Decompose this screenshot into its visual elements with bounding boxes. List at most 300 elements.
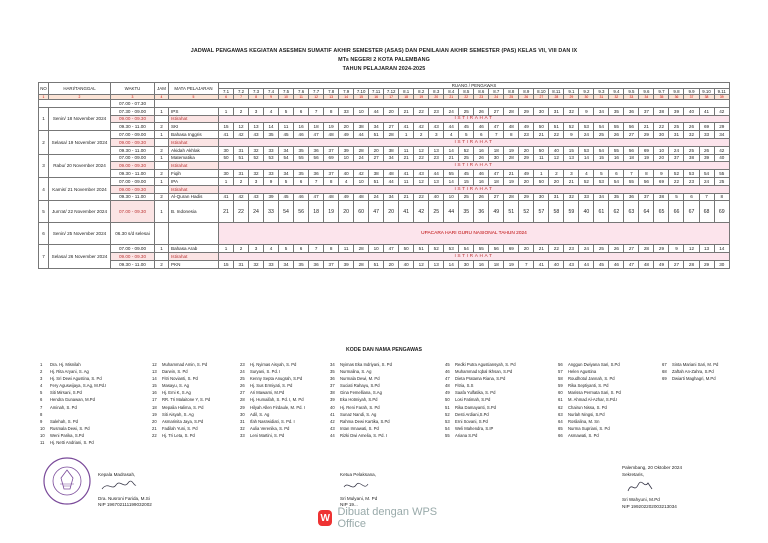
schedule-row [39,170,730,178]
supervisor-code-cell: 20 [384,107,399,115]
time-cell: 07.00 - 09.30 [111,201,155,223]
supervisor-code-cell: 9 [579,107,594,115]
column-number: 16 [369,95,384,100]
supervisor-code-cell: 4 [444,131,459,139]
day-date: Jum'at/ 22 November 2024 [49,201,111,223]
supervisor-name: Roudhotul Jannah, S. Pd [568,376,615,382]
supervisor-code-cell: 16 [294,123,309,131]
room-label: 9.2 [579,89,594,95]
supervisor-code-cell: 1 [534,170,549,178]
legend-entry [40,439,160,446]
supervisor-code: 24 [240,369,245,375]
supervisor-code-cell: 51 [369,131,384,139]
supervisor-code: 45 [445,362,450,367]
column-number: 15 [354,95,369,100]
supervisor-code-cell: 8 [324,245,339,253]
column-number: 17 [384,95,399,100]
supervisor-code-cell: 13 [429,260,444,268]
column-number: 25 [504,95,519,100]
supervisor-code-cell: 38 [384,146,399,154]
supervisor-name: Sunaz Nandi, S. Ag [340,411,377,417]
day-date: Senin/ 25 November 2024 [49,223,111,245]
supervisor-code-cell: 52 [519,201,534,223]
column-number: 26 [519,95,534,100]
header-subject: MATA PELAJARAN [169,83,219,95]
supervisor-code-cell: 56 [309,154,324,162]
supervisor-name: Nyimas Eka Indriyani, S. Pd [340,362,392,367]
room-label: 7.9 [339,89,354,95]
supervisor-code-cell: 46 [294,193,309,201]
supervisor-code-cell: 33 [264,170,279,178]
sig-center-name: Sri Mulyani, M. Pd [340,495,378,501]
sig-center-role: Ketua Pelaksana, [340,472,377,477]
supervisor-code-cell: 28 [504,193,519,201]
legend-entry [445,432,565,439]
subject-cell: Istirahat [169,162,219,170]
supervisor-name: Hendra Gunawan, M.Pd [50,397,95,403]
supervisor-code: 30 [240,411,245,417]
supervisor-code-cell: 19 [639,154,654,162]
supervisor-name: Chairun Nissa, S. Pd [568,404,607,410]
column-number: 24 [489,95,504,100]
supervisor-code-cell: 20 [519,146,534,154]
supervisor-code-cell: 54 [279,201,294,223]
supervisor-code-cell: 2 [549,170,564,178]
supervisor-code-cell: 10 [444,193,459,201]
supervisor-code-cell: 22 [414,193,429,201]
column-number: 20 [429,95,444,100]
sig-right-name: Sri Wahyuni, M.Pd [622,497,660,503]
supervisor-code-cell: 1 [219,177,234,185]
supervisor-code-cell: 51 [369,177,384,185]
supervisor-code-cell: 18 [489,146,504,154]
column-number: 11 [294,95,309,100]
supervisor-code-cell: 34 [279,146,294,154]
supervisor-code: 43 [330,425,335,431]
column-number: 5 [169,95,219,100]
supervisor-name: Fitri Novianti, S. Pd [162,376,198,382]
jam-cell: 2 [155,170,169,178]
supervisor-name: Fery Aguswijaya, S.Ag, M.Pd.I [50,383,107,389]
room-label: 9.10 [699,89,714,95]
supervisor-code-cell: 27 [489,107,504,115]
column-number: 32 [609,95,624,100]
supervisor-name: Suryani, S. Pd. I [250,369,281,375]
room-label: 9.9 [684,89,699,95]
supervisor-code-cell: 14 [444,146,459,154]
supervisor-code-cell: 21 [564,177,579,185]
column-number: 10 [279,95,294,100]
supervisor-name: RR. Tri Malaitone Y, S. Pd [162,397,211,403]
supervisor-code: 10 [40,425,45,431]
supervisor-code-cell: 2 [234,107,249,115]
supervisor-code: 53 [445,418,450,424]
supervisor-code-cell: 8 [639,170,654,178]
supervisor-code-cell: 41 [399,201,414,223]
subject-cell: Bahasa Arab [169,245,219,253]
supervisor-code-cell: 21 [219,201,234,223]
day-number: 6 [39,223,49,245]
supervisor-code-cell: 65 [654,201,669,223]
supervisor-code-cell: 26 [699,146,714,154]
legend-entry [40,404,160,411]
supervisor-code-cell: 47 [369,201,384,223]
jam-cell: 2 [155,260,169,268]
column-number: 8 [249,95,264,100]
legend-entry [40,396,160,403]
supervisor-code-cell: 26 [609,245,624,253]
day-date: Selasa/ 26 November 2024 [49,245,111,268]
supervisor-code-cell: 49 [654,260,669,268]
supervisor-code-cell: 25 [459,193,474,201]
break-banner: ISTIRAHAT [219,185,730,193]
supervisor-code-cell: 13 [249,123,264,131]
legend-column [445,361,565,439]
supervisor-code-cell: 20 [339,123,354,131]
supervisor-code-cell: 18 [309,123,324,131]
supervisor-code-cell: 53 [579,123,594,131]
supervisor-code-cell: 11 [339,245,354,253]
break-banner: ISTIRAHAT [219,138,730,146]
supervisor-code-cell: 37 [324,170,339,178]
supervisor-code-cell: 24 [369,193,384,201]
legend-column [40,361,160,446]
supervisor-code-cell: 31 [669,131,684,139]
supervisor-code-cell: 36 [624,193,639,201]
column-number: 13 [324,95,339,100]
room-label: 7.8 [324,89,339,95]
supervisor-name: Kenny Septa Anugrah, S.Pd [250,376,303,382]
column-number: 9 [264,95,279,100]
legend-entry [445,396,565,403]
supervisor-code-cell: 35 [459,201,474,223]
supervisor-code-cell: 27 [489,193,504,201]
supervisor-name: Rika Septiyanti, S. Pd [568,383,609,389]
column-number: 19 [414,95,429,100]
supervisor-code-cell: 26 [609,131,624,139]
supervisor-code-cell: 3 [564,170,579,178]
legend-column [662,361,768,382]
jam-cell: 2 [155,123,169,131]
time-cell: 07.00 - 09.00 [111,154,155,162]
supervisor-code-cell: 30 [534,107,549,115]
jam-cell: 2 [155,146,169,154]
supervisor-code-cell: 44 [384,177,399,185]
time-cell: 09.30 - 11.00 [111,170,155,178]
room-label: 8.8 [504,89,519,95]
supervisor-name: Adil, S. Ag [250,411,270,417]
supervisor-code-cell: 22 [414,107,429,115]
supervisor-code-cell: 42 [414,123,429,131]
subject-cell: PKN [169,260,219,268]
supervisor-code-cell: 3 [249,245,264,253]
subject-cell: Istirahat [169,185,219,193]
column-number: 29 [564,95,579,100]
room-label: 9.7 [654,89,669,95]
supervisor-code: 2 [40,369,43,375]
supervisor-code-cell: 41 [219,193,234,201]
supervisor-code-cell: 42 [234,131,249,139]
legend-entry [662,361,768,368]
supervisor-name: Helen Agustina [568,369,597,375]
supervisor-name: Nurmalina, S. Ag [340,369,372,375]
supervisor-code-cell: 30 [459,260,474,268]
column-number: 3 [111,95,155,100]
legend-entry [330,396,450,403]
time-cell: 09.00 - 09.30 [111,162,155,170]
column-number: 22 [459,95,474,100]
supervisor-code-cell: 46 [474,170,489,178]
schedule-row [39,260,730,268]
supervisor-code-cell: 52 [249,154,264,162]
day-number: 4 [39,177,49,200]
supervisor-code: 1 [40,362,43,367]
supervisor-code-cell: 31 [549,193,564,201]
supervisor-code-cell: 21 [444,154,459,162]
room-label: 8.1 [399,89,414,95]
supervisor-code-cell: 44 [444,123,459,131]
jam-cell: 2 [155,193,169,201]
supervisor-code-cell: 6 [684,193,699,201]
supervisor-code-cell: 48 [354,193,369,201]
time-cell: 07.30 - 09.00 [111,107,155,115]
supervisor-name: Anggun Dwiyana Sari, S.Pd [568,362,620,367]
supervisor-code-cell: 39 [669,107,684,115]
legend-entry [558,411,678,418]
supervisor-code-cell: 30 [489,154,504,162]
column-number: 27 [534,95,549,100]
supervisor-name: Rika Damayanti, S.Pd [455,404,496,410]
column-number: 38 [699,95,714,100]
supervisor-code-cell: 37 [669,154,684,162]
official-stamp-seal [42,456,92,506]
signature-right [622,465,682,511]
supervisor-code-cell: 40 [579,201,594,223]
supervisor-code-cell: 37 [324,260,339,268]
supervisor-code-cell: 56 [639,177,654,185]
ceremony-banner: UPACARA HARI GURU NASIONAL TAHUN 2024 [219,223,730,245]
supervisor-code-cell: 28 [354,245,369,253]
supervisor-name: Salehah, S. Pd [50,418,78,424]
legend-entry [662,375,768,382]
supervisor-code-cell: 6 [294,177,309,185]
supervisor-code-cell: 20 [519,177,534,185]
supervisor-code: 9 [40,418,43,424]
supervisor-code-cell: 25 [429,201,444,223]
supervisor-name: Saafa Yulfatika, S. Pd [455,390,496,396]
supervisor-code-cell: 1 [399,131,414,139]
supervisor-code-cell: 13 [429,177,444,185]
supervisor-code-cell: 41 [399,170,414,178]
legend-entry [445,382,565,389]
supervisor-code: 68 [662,369,667,375]
supervisor-code: 23 [240,362,245,367]
supervisor-code: 8 [40,411,43,417]
supervisor-code-cell: 4 [579,170,594,178]
supervisor-legend [40,361,730,451]
supervisor-code-cell: 3 [249,177,264,185]
supervisor-code-cell: 45 [459,123,474,131]
supervisor-code-cell: 15 [564,146,579,154]
supervisor-code-cell: 56 [624,146,639,154]
supervisor-code: 34 [330,362,335,367]
supervisor-code-cell: 43 [414,170,429,178]
supervisor-code-cell: 44 [429,170,444,178]
supervisor-code-cell: 29 [519,154,534,162]
supervisor-code-cell: 21 [399,107,414,115]
supervisor-code-cell: 5 [279,245,294,253]
supervisor-code-cell: 4 [339,177,354,185]
supervisor-name: Masayu, S. Ag [162,383,189,389]
supervisor-code-cell: 51 [504,201,519,223]
supervisor-code-cell: 35 [294,170,309,178]
supervisor-code-cell: 56 [624,123,639,131]
supervisor-code-cell: 46 [294,131,309,139]
supervisor-code-cell: 54 [609,177,624,185]
supervisor-code-cell: 26 [474,193,489,201]
subject-cell: Al-Quran Hadis [169,193,219,201]
supervisor-code-cell: 47 [489,123,504,131]
supervisor-code-cell: 48 [504,123,519,131]
supervisor-code-cell: 10 [654,146,669,154]
supervisor-code-cell: 34 [384,193,399,201]
schedule-table [38,82,730,269]
supervisor-name: Siti Mirsani, S.Pd [50,390,82,396]
supervisor-code-cell: 29 [519,193,534,201]
legend-entry [558,432,678,439]
supervisor-code-cell: 11 [399,177,414,185]
jam-cell: 1 [155,177,169,185]
legend-entry [40,375,160,382]
supervisor-code-cell: 9 [654,170,669,178]
legend-entry [40,425,160,432]
legend-entry [445,389,565,396]
room-label: 7.5 [279,89,294,95]
supervisor-name: Sinta Mariani Sari, M. Pd [672,362,719,367]
supervisor-name: Hj. Reni Farah, S. Pd [340,404,380,410]
supervisor-code-cell: 34 [594,107,609,115]
supervisor-code: 46 [445,369,450,375]
supervisor-code-cell: 40 [399,260,414,268]
supervisor-code-cell: 28 [354,146,369,154]
room-label: 7.7 [309,89,324,95]
legend-entry [330,368,450,375]
supervisor-code-cell: 47 [489,170,504,178]
supervisor-code-cell: 53 [264,154,279,162]
opening-row [39,100,730,108]
supervisor-code-cell: 44 [354,131,369,139]
supervisor-code-cell: 48 [324,193,339,201]
supervisor-code: 12 [152,362,157,367]
supervisor-code-cell: 37 [639,193,654,201]
supervisor-code-cell: 19 [504,260,519,268]
supervisor-code-cell: 39 [339,146,354,154]
legend-entry [445,361,565,368]
supervisor-code-cell: 29 [654,245,669,253]
schedule-row [39,185,730,193]
schedule-row [39,193,730,201]
supervisor-code: 21 [152,425,157,431]
schedule-row [39,138,730,146]
supervisor-code-cell: 45 [279,131,294,139]
supervisor-code-cell: 30 [219,170,234,178]
supervisor-code-cell: 43 [564,260,579,268]
supervisor-code-cell: 41 [699,107,714,115]
wps-watermark [318,508,456,528]
handwritten-signature-right [622,479,662,495]
supervisor-code-cell: 30 [534,193,549,201]
supervisor-code-cell: 29 [714,123,729,131]
column-number: 18 [399,95,414,100]
supervisor-code-cell: 29 [699,260,714,268]
time-cell: 09.30 - 11.00 [111,260,155,268]
supervisor-code-cell: 55 [444,170,459,178]
supervisor-code-cell: 20 [369,146,384,154]
supervisor-name: Fitria, S.S [455,383,474,389]
supervisor-code-cell: 7 [624,170,639,178]
subject-cell: Istirahat [169,115,219,123]
time-cell: 07.00 - 09.00 [111,131,155,139]
supervisor-code-cell: 7 [309,177,324,185]
supervisor-code-cell: 26 [684,123,699,131]
supervisor-code-cell: 46 [474,123,489,131]
supervisor-code: 61 [558,397,563,403]
supervisor-code-cell: 28 [684,260,699,268]
column-number: 33 [624,95,639,100]
supervisor-code-cell: 21 [534,245,549,253]
legend-entry [40,368,160,375]
supervisor-code-cell: 64 [639,201,654,223]
supervisor-name: Dieta Pratama Riana, S.Pd [455,376,506,382]
supervisor-code-cell: 2 [234,245,249,253]
supervisor-code-cell: 28 [504,107,519,115]
jam-cell [155,223,169,245]
supervisor-code-cell: 24 [669,146,684,154]
supervisor-code-cell: 1 [219,107,234,115]
supervisor-code-cell: 13 [699,245,714,253]
column-number: 34 [639,95,654,100]
supervisor-code-cell: 22 [669,177,684,185]
supervisor-code-cell: 45 [459,170,474,178]
jam-cell: 1 [155,201,169,223]
supervisor-code-cell: 25 [594,131,609,139]
header-no: NO [39,83,49,95]
supervisor-code-cell: 15 [219,123,234,131]
supervisor-code-cell: 41 [399,123,414,131]
supervisor-code-cell: 35 [294,260,309,268]
legend-entry [40,432,160,439]
supervisor-code-cell: 4 [264,107,279,115]
supervisor-code-cell: 32 [564,107,579,115]
column-number: 6 [219,95,234,100]
supervisor-code: 32 [240,425,245,431]
supervisor-code-cell: 40 [684,107,699,115]
supervisor-name: Roslialina, M. Sn [568,418,600,424]
supervisor-code-cell: 7 [309,245,324,253]
supervisor-name: Suciati Rahayu, S.Pd [340,383,380,389]
supervisor-code: 17 [152,397,157,403]
supervisor-code-cell: 38 [654,193,669,201]
supervisor-code-cell: 33 [264,201,279,223]
supervisor-code-cell: 49 [489,201,504,223]
schedule-body [39,100,730,269]
supervisor-code-cell: 32 [564,193,579,201]
supervisor-code-cell: 36 [309,146,324,154]
supervisor-code-cell: 25 [459,154,474,162]
supervisor-code-cell: 40 [339,170,354,178]
time-cell: 07.00 - 07.30 [111,100,155,108]
supervisor-code-cell: 48 [324,131,339,139]
